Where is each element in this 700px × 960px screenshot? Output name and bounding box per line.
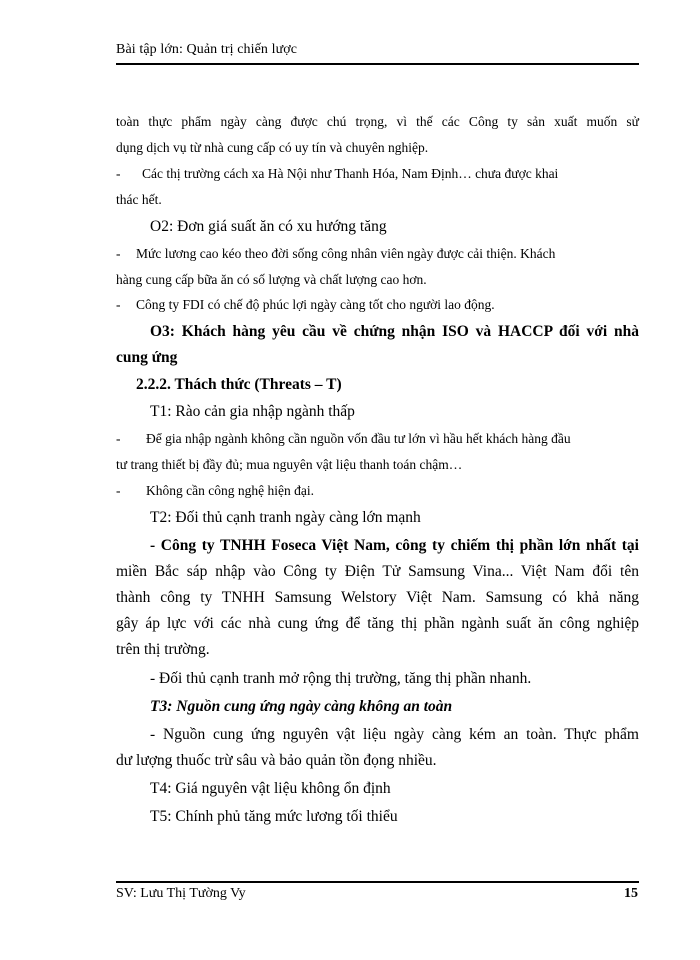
bullet-dash: - xyxy=(116,431,121,446)
bullet-item xyxy=(116,166,639,182)
threat-heading: T5: Chính phủ tăng mức lương tối thiểu xyxy=(150,808,398,825)
bullet-item xyxy=(116,431,571,447)
bullet-item xyxy=(116,483,314,499)
paragraph-line: dư lượng thuốc trừ sâu và bảo quản tồn đọng nhiều. xyxy=(116,752,437,769)
bullet-text: Mức lương cao kéo theo đời sống công nhân viên ngày được cải thiện. Khách xyxy=(136,246,556,261)
opportunity-heading: O2: Đơn giá suất ăn có xu hướng tăng xyxy=(150,218,387,235)
paragraph-line: thành công ty TNHH Samsung Welstory Việt Nam. Samsung có khả năng xyxy=(116,589,639,606)
threat-heading: T2: Đối thủ cạnh tranh ngày càng lớn mạnh xyxy=(150,509,421,526)
bullet-text: Để gia nhập ngành không cần nguồn vốn đầu tư lớn vì hầu hết khách hàng đầu xyxy=(146,431,571,446)
paragraph-line: dụng dịch vụ từ nhà cung cấp có uy tín và chuyên nghiệp. xyxy=(116,140,429,155)
paragraph-line: - Công ty TNHH Foseca Việt Nam, công ty chiếm thị phần lớn nhất tại xyxy=(150,537,639,554)
page-header-title: Bài tập lớn: Quản trị chiến lược xyxy=(116,42,298,57)
bullet-text: Các thị trường cách xa Hà Nội như Thanh Hóa, Nam Định… chưa được khai xyxy=(142,166,559,181)
paragraph-line: gây áp lực với các nhà cung ứng để tăng thị phần ngành suất ăn công nghiệp xyxy=(116,615,639,632)
page-number: 15 xyxy=(624,886,638,901)
paragraph-line: - Đối thủ cạnh tranh mở rộng thị trường, tăng thị phần nhanh. xyxy=(150,670,532,687)
bullet-text: Công ty FDI có chế độ phúc lợi ngày càng tốt cho người lao động. xyxy=(136,297,495,312)
bullet-dash: - xyxy=(116,483,121,498)
header-rule xyxy=(116,63,639,65)
bullet-continuation: tư trang thiết bị đầy đủ; mua nguyên vật liệu thanh toán chậm… xyxy=(116,457,463,472)
bullet-dash: - xyxy=(116,246,121,261)
paragraph-line: toàn thực phẩm ngày càng được chú trọng, vì thế các Công ty sản xuất muốn sử xyxy=(116,114,639,129)
paragraph-line: trên thị trường. xyxy=(116,641,210,658)
bullet-continuation: thác hết. xyxy=(116,192,162,207)
bullet-continuation: hàng cung cấp bữa ăn có số lượng và chất lượng cao hơn. xyxy=(116,272,427,287)
threat-heading: T4: Giá nguyên vật liệu không ổn định xyxy=(150,780,391,797)
opportunity-heading-continuation: cung ứng xyxy=(116,349,178,366)
footer-rule xyxy=(116,881,639,883)
bullet-item xyxy=(116,297,495,313)
paragraph-line: miền Bắc sáp nhập vào Công ty Điện Tử Samsung Vina... Việt Nam đổi tên xyxy=(116,563,639,580)
bullet-item xyxy=(116,246,555,262)
opportunity-heading: O3: Khách hàng yêu cầu về chứng nhận ISO và HACCP đối với nhà xyxy=(150,323,639,340)
threat-heading: T3: Nguồn cung ứng ngày càng không an toàn xyxy=(150,698,453,715)
threat-heading: T1: Rào cản gia nhập ngành thấp xyxy=(150,403,355,420)
footer-author: SV: Lưu Thị Tường Vy xyxy=(116,886,246,901)
paragraph-line: - Nguồn cung ứng nguyên vật liệu ngày càng kém an toàn. Thực phẩm xyxy=(150,726,639,743)
bullet-dash: - xyxy=(116,166,121,181)
bullet-text: Không cần công nghệ hiện đại. xyxy=(146,483,314,498)
bullet-dash: - xyxy=(116,297,121,312)
section-heading: 2.2.2. Thách thức (Threats – T) xyxy=(136,376,342,393)
